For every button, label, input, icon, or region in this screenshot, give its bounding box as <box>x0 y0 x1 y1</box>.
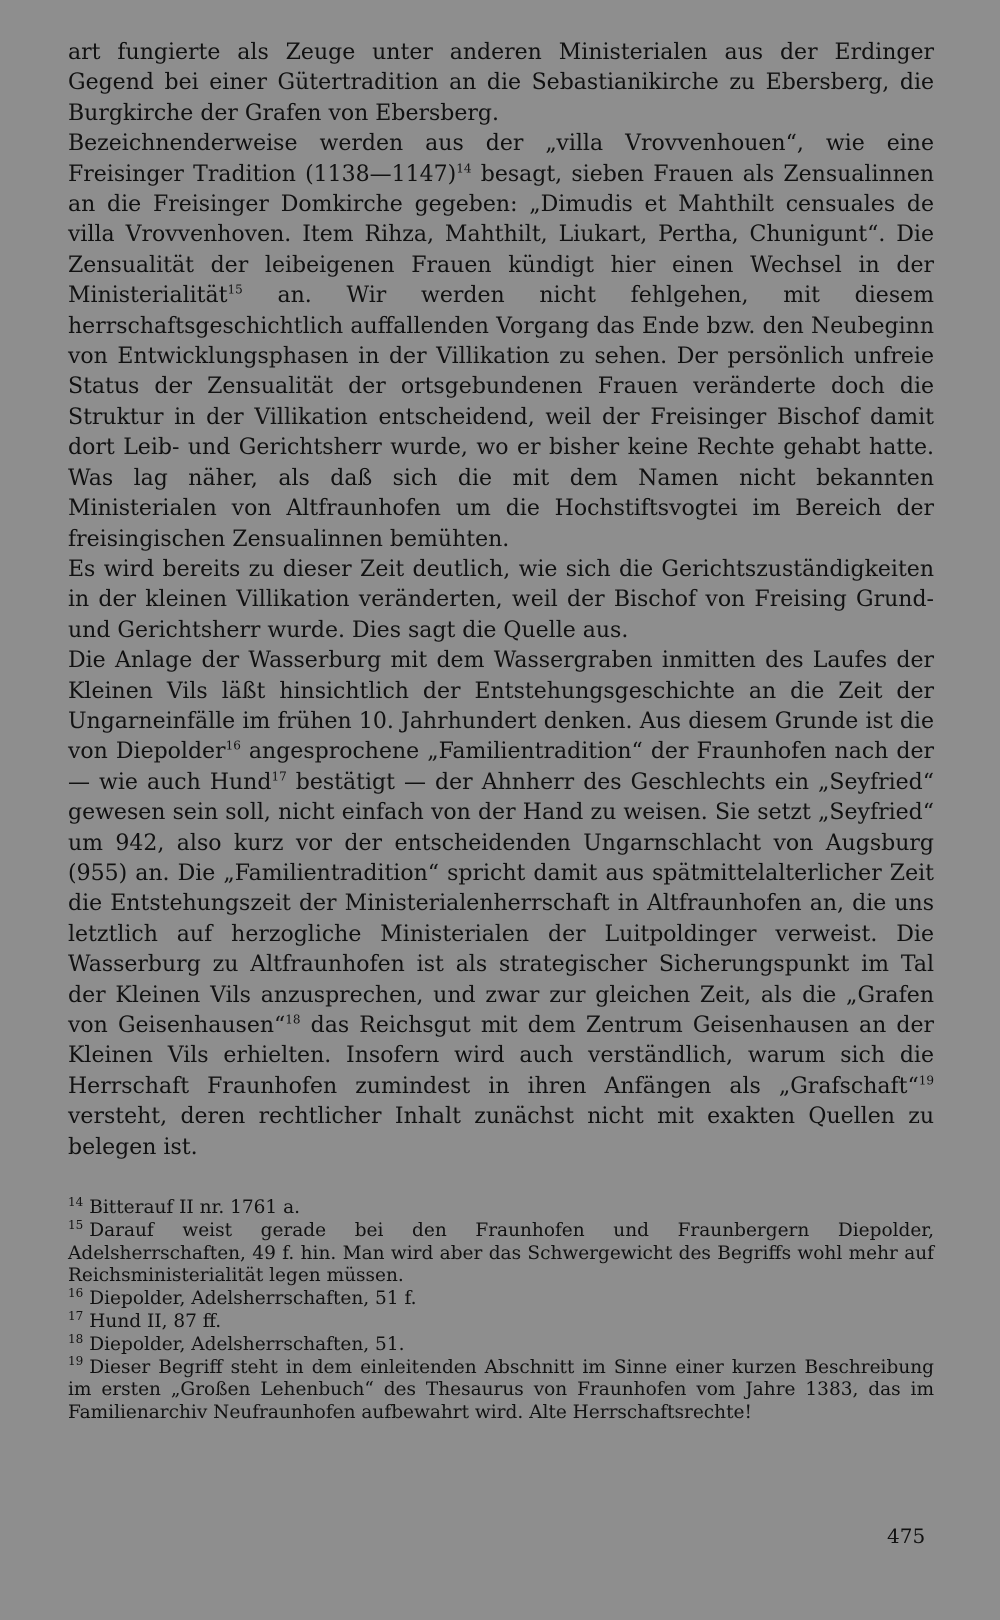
footnote-ref-15: 15 <box>227 282 243 297</box>
paragraph-4 <box>68 646 934 1163</box>
footnote-text: Bitterauf II nr. 1761 a. <box>89 1197 300 1219</box>
page-number: 475 <box>887 1524 926 1548</box>
footnote-number: 15 <box>68 1217 84 1232</box>
footnote-text: Diepolder, Adelsherrschaften, 51 f. <box>89 1288 417 1310</box>
paragraph-4-text-e: versteht, deren rechtlicher Inhalt zunächst nicht mit exakten Quellen zu belegen ist. <box>68 1104 934 1160</box>
footnote-ref-18: 18 <box>285 1012 301 1027</box>
paragraph-4-text-d: das Reichsgut mit dem Zentrum Geisenhausen an der Kleinen Vils erhielten. Insofern wird auch verständlich, warum sich die Herrschaft Fraunhofen zumindest in ihren Anfängen als „Grafschaft“ <box>68 1013 935 1099</box>
paragraph-2-text-c: an. Wir werden nicht fehlgehen, mit diesem herrschaftsgeschichtlich auffallenden Vorgang das Ende bzw. den Neubeginn von Entwicklungsphasen in der Villikation zu sehen. Der persönlich unfreie Status der Zensualität der ortsgebundenen Frauen veränderte doch die Struktur in der Villikation entscheidend, weil der Freisinger Bischof damit dort Leib- und Gerichtsherr wurde, wo er bisher keine Rechte gehabt hatte. Was lag näher, als daß sich die mit dem Namen nicht bekannten Ministerialen von Altfraunhofen um die Hochstiftsvogtei im Bereich der freisingischen Zensualinnen bemühten. <box>68 283 934 552</box>
paragraph-2-text-a: Bezeichnenderweise werden aus der „villa Vrovvenhouen“, wie eine Freisinger Tradition (1138—1147) <box>68 131 934 187</box>
paragraph-1-text: art fungierte als Zeuge unter anderen Ministerialen aus der Erdinger Gegend bei einer Gütertradition an die Sebastianikirche zu Ebersberg, die Burgkirche der Grafen von Ebersberg. <box>68 40 934 126</box>
footnote-ref-16: 16 <box>225 739 241 754</box>
footnote-text: Diepolder, Adelsherrschaften, 51. <box>89 1333 405 1355</box>
document-page <box>68 38 934 1425</box>
footnote-14 <box>68 1194 934 1220</box>
paragraph-2 <box>68 129 934 555</box>
footnote-number: 18 <box>68 1331 84 1346</box>
footnote-16 <box>68 1288 934 1311</box>
footnote-15 <box>68 1217 934 1288</box>
footnote-number: 19 <box>68 1354 84 1369</box>
paragraph-4-text-c: bestätigt — der Ahnherr des Geschlechts ein „Seyfried“ gewesen sein soll, nicht einfach von der Hand zu weisen. Sie setzt „Seyfried“ um 942, also kurz vor der entscheidenden Ungarnschlacht von Augsburg (955) an. Die „Familientradition“ spricht damit aus spätmittelalterlicher Zeit die Entstehungszeit der Ministerialenherrschaft in Altfraunhofen an, die uns letztlich auf herzogliche Ministerialen der Luitpoldinger verweist. Die Wasserburg zu Altfraunhofen ist als strategischer Sicherungspunkt im Tal der Kleinen Vils anzusprechen, und zwar zur gleichen Zeit, als die „Grafen von Geisenhausen“ <box>68 769 934 1038</box>
body-text <box>68 38 934 1163</box>
footnote-text: Dieser Begriff steht in dem einleitenden Abschnitt im Sinne einer kurzen Beschreibung im ersten „Großen Lehenbuch“ des Thesaurus von Fraunhofen vom Jahre 1383, das im Familienarchiv Neufraunhofen aufbewahrt wird. Alte Herrschaftsrechte! <box>68 1356 934 1424</box>
footnote-number: 17 <box>68 1308 84 1323</box>
paragraph-4-text-a: Die Anlage der Wasserburg mit dem Wassergraben inmitten des Laufes der Kleinen Vils läßt hinsichtlich der Entstehungsgeschichte an die Zeit der Ungarneinfälle im frühen 10. Jahrhundert denken. Aus diesem Grunde ist die von Diepolder <box>68 648 934 765</box>
footnotes <box>68 1194 934 1425</box>
footnote-ref-19: 19 <box>918 1073 934 1088</box>
paragraph-4-text-b: angesprochene „Familientradition“ der Fraunhofen nach der — wie auch Hund <box>68 739 935 795</box>
footnote-18 <box>68 1331 934 1357</box>
footnote-ref-17: 17 <box>271 769 287 784</box>
footnote-number: 16 <box>68 1286 84 1301</box>
paragraph-3 <box>68 555 934 646</box>
footnote-text: Darauf weist gerade bei den Fraunhofen und Fraunbergern Diepolder, Adelsherrschaften, 49 f. hin. Man wird aber das Schwergewicht des Begriffs wohl mehr auf Reichsministerialität legen müssen. <box>68 1219 934 1287</box>
paragraph-2-text-b: besagt, sieben Frauen als Zensualinnen an die Freisinger Domkirche gegeben: „Dimudis et Mahthilt censuales de villa Vrovvenhoven. Item Rihza, Mahthilt, Liukart, Pertha, Chunigunt“. Die Zensualität der leibeigenen Frauen kündigt hier einen Wechsel in der Ministerialität <box>68 161 935 309</box>
footnote-17 <box>68 1308 934 1334</box>
footnote-number: 14 <box>68 1194 84 1209</box>
paragraph-1 <box>68 38 934 129</box>
footnote-19 <box>68 1354 934 1425</box>
footnote-text: Hund II, 87 ff. <box>89 1311 222 1333</box>
footnote-ref-14: 14 <box>456 161 472 176</box>
paragraph-3-text: Es wird bereits zu dieser Zeit deutlich, wie sich die Gerichtszuständigkeiten in der kleinen Villikation veränderten, weil der Bischof von Freising Grund- und Gerichtsherr wurde. Dies sagt die Quelle aus. <box>68 556 934 643</box>
